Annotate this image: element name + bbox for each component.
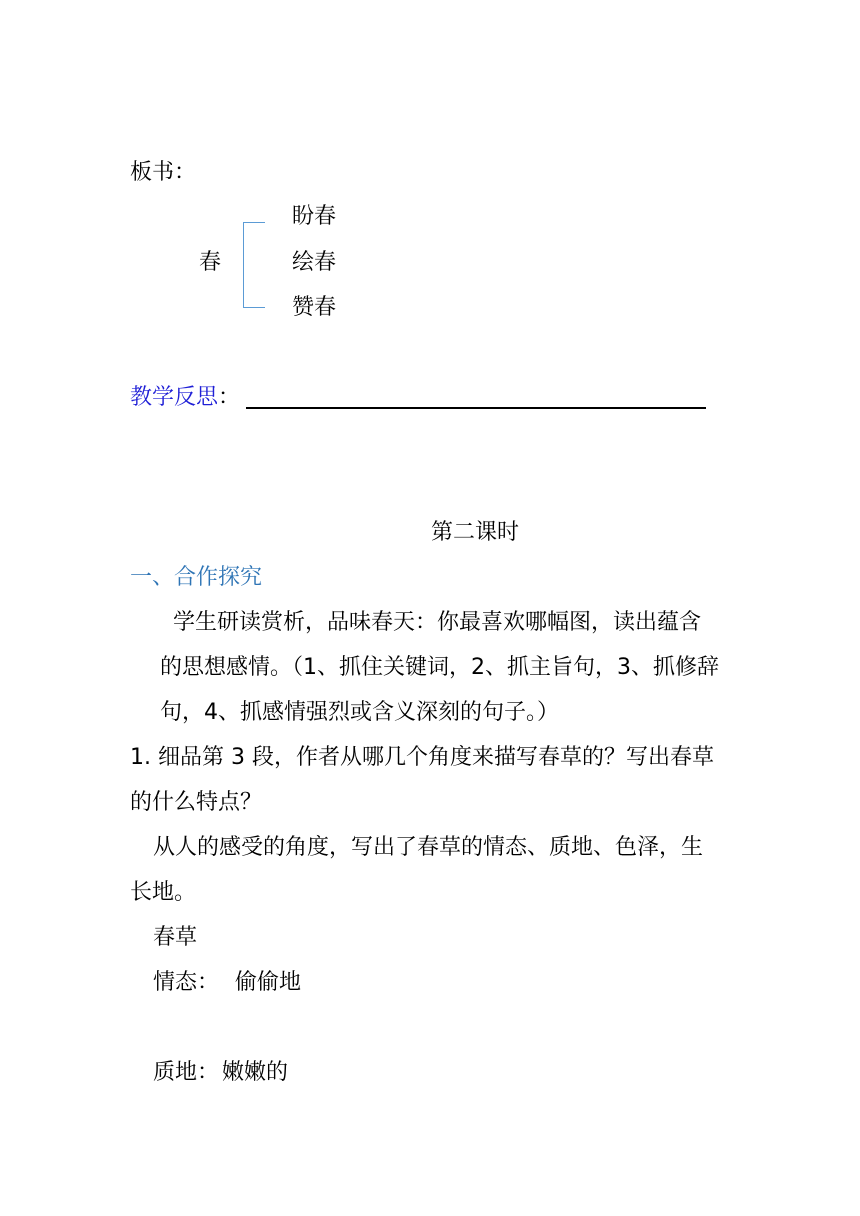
board-label: 板书： [130,160,197,185]
reflection-label: 教学反思 [130,385,219,410]
board-item-2: 绘春 [292,250,337,275]
reflection-blank-line [246,407,706,409]
intro-line-1: 学生研读赏析，品味春天：你最喜欢哪幅图，读出蕴含 [173,610,702,635]
texture-value: 嫩嫩的 [222,1060,289,1085]
question-line-1: 1. 细品第 3 段，作者从哪几个角度来描写春草的？写出春草 [130,745,714,770]
mood-value: 偷偷地 [235,970,302,995]
board-center-term: 春 [199,250,222,275]
answer-line-2: 长地。 [130,880,197,905]
question-line-2: 的什么特点？ [130,790,263,815]
grass-title: 春草 [153,925,198,950]
board-item-3: 赞春 [292,295,337,320]
texture-label: 质地： [153,1060,220,1085]
board-item-1: 盼春 [292,204,337,229]
intro-line-3: 句，4、抓感情强烈或含义深刻的句子。） [160,700,559,725]
mood-label: 情态： [153,970,220,995]
section-heading: 一、合作探究 [130,565,263,590]
reflection-row [130,383,240,413]
answer-line-1: 从人的感受的角度，写出了春草的情态、质地、色泽，生 [153,835,704,860]
lesson-title: 第二课时 [431,520,520,545]
reflection-colon: ： [218,385,241,410]
board-bracket [243,222,265,308]
intro-line-2: 的思想感情。（1、抓住关键词，2、抓主旨句，3、抓修辞 [160,655,719,680]
